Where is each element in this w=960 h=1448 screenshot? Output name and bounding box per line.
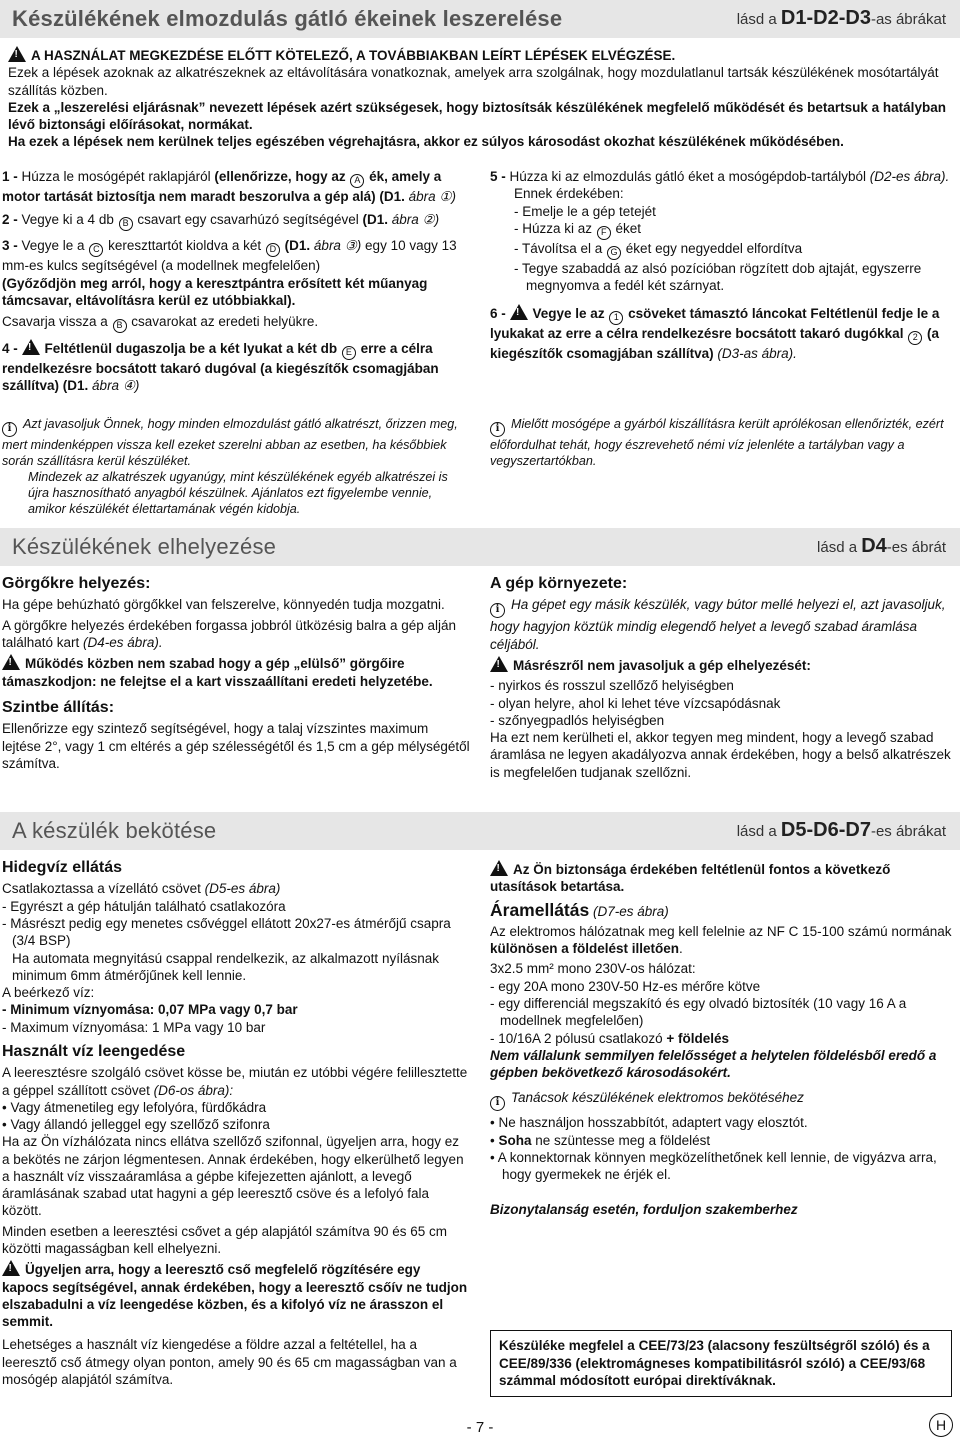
item-1-icon: 1: [609, 311, 623, 325]
part-g-icon: G: [607, 246, 621, 260]
step-3: 3 - Vegye le a C kereszttartót kioldva a két D (D1. ábra ③) egy 10 vagy 13 mm-es kulcs segítségével (a modellnek megfelelően) (Győződjön meg arról, hogy a keresztpántra erősített két műanyag támcsavar, eltávolításra kerül ez utóbbiakkal).: [2, 238, 457, 308]
warning-icon: [490, 860, 508, 876]
part-d-icon: D: [266, 243, 280, 257]
step-1: 1 - Húzza le mosógépét raklapjáról (ellenőrizze, hogy az A ék, amely a motor tartását biztosítja nem maradt beszorulva a gép alá) (D1. ábra ①): [2, 169, 456, 204]
heading-leveling: Szintbe állítás:: [2, 698, 115, 716]
step-3-note: Csavarja vissza a B csavarokat az eredeti helyükre.: [2, 313, 470, 333]
item-2-icon: 2: [908, 331, 922, 345]
warning-rollers: !Működés közben nem szabad hogy a gép „elülső” görgőire támaszkodjon: ne felejtse el a kart visszaállítani eredeti helyzetébe.: [2, 654, 470, 690]
warning-icon: [2, 654, 20, 670]
warning-icon: [2, 1260, 20, 1276]
intro-text-bold: Ha ezek a lépések nem kerülnek teljes egészében végrehajtásra, akkor ez súlyos károsodást okozhat készülékének működésében.: [8, 134, 844, 150]
part-b-icon: B: [113, 319, 127, 333]
info-icon: i: [2, 422, 17, 437]
section-title: Készülékének elmozdulás gátló ékeinek leszerelése: [12, 5, 563, 31]
part-c-icon: C: [89, 243, 103, 257]
step-6: 6 - !Vegye le az 1 csöveket támasztó láncokat Feltétlenül fedje le a lyukakat az erre a célra rendelkezésre bocsátott takaró dugókkal 2 (a kiegészítők csomagjában szállítva) (D3-as ábra).: [490, 304, 952, 362]
warning-icon: [22, 339, 40, 355]
heading-power: Áramellátás (D7-es ábra): [490, 899, 669, 920]
placement-left: Görgőkre helyezés: Ha gépe behúzható görgőkkel van felszerelve, könnyedén tudja mozgatni. A görgőkre helyezés érdekében forgassa jobbról ütközésig balra a gép alján található kart (D4-es ábra). !Működés közben nem szabad hogy a gép „elülső” görgőire támaszkodjon: ne felejtse el a kart visszaállítani eredeti helyzetébe. Szintbe állítás: Ellenőrizze egy szintező segítségével, hogy a talaj vízszintes maximum lejtése 2°, vagy 1 cm eltérés a gép szélességétől és 1,5 cm a gép mélységétől számítva.: [2, 570, 470, 775]
part-f-icon: F: [597, 226, 611, 240]
intro-text-bold: Ezek a „leszerelési eljárásnak” nevezett lépések azért szükségesek, hogy biztosítsák készülékének megfelelő működését és betartsuk a hatályban lévő biztonsági előírásokat, normákat.: [8, 99, 946, 133]
warning-icon: [490, 656, 508, 672]
part-e-icon: E: [342, 346, 356, 360]
warning-icon: [510, 304, 528, 320]
section-figure-ref: lásd a D4-es ábrát: [817, 535, 946, 558]
section-header-transit-bolts: [0, 0, 960, 38]
section-title: A készülék bekötése: [12, 817, 217, 843]
section-header-placement: [0, 528, 960, 566]
warning-icon: [8, 46, 26, 62]
heading-cold-water: Hidegvíz ellátás: [2, 859, 123, 876]
step-5: 5 - Húzza ki az elmozdulás gátló éket a mosógépdob-tartályból (D2-es ábra).: [490, 169, 950, 184]
step-2: 2 - Vegye ki a 4 db B csavart egy csavarhúzó segítségével (D1. ábra ②): [2, 211, 470, 231]
info-icon: i: [490, 1096, 505, 1111]
step-4: 4 - !Feltétlenül dugaszolja be a két lyukat a két db E erre a célra rendelkezésre bocsátott takaró dugóval (a kiegészítők csomagjában szállítva) (D1. ábra ④): [2, 339, 470, 395]
compliance-box: Készüléke megfelel a CEE/73/23 (alacsony feszültségről szóló) és a CEE/89/336 (elektromágneses kompatibilitásról szóló) a CEE/93/68 számmal módosított európai direktíváknak.: [490, 1330, 952, 1397]
section-figure-ref: lásd a D5-D6-D7-es ábrákat: [736, 819, 946, 842]
heading-drain: Használt víz leengedése: [2, 1042, 186, 1060]
connection-left: Hidegvíz ellátás Csatlakoztassa a vízellátó csövet (D5-es ábra) - Egyrészt a gép hátulján található csatlakozóra - Másrészt pedig egy menetes csővéggel ellátott 20x27-es átmérőjű csapra (3/4 BSP) Ha automata megnyitású csappal rendelkezik, az alkalmazott nyílásnak minimum 6mm átmérőjűnek kell lennie. A beérkező víz: - Minimum víznyomása: 0,07 MPa vagy 0,7 bar - Maximum víznyomása: 1 MPa vagy 10 bar Használt víz leengedése A leeresztésre szolgáló csövet kösse be, miután ez utóbbi végére felillesztette a géppel szállított csövet (D6-os ábra): • Vagy átmenetileg egy lefolyóra, fürdőkádra • Vagy állandó jelleggel egy szellőző szifonra Ha az Ön vízhálózata nincs ellátva szellőző szifonnal, ügyeljen arra, hogy ez a bekötés ne zárjon légmentesen. Annak érdekében, hogy elkerülhető legyen a használt víz visszaáramlása a gépbe kifejezetten ajánlott, a levegő áramlásának szabad utat hagyni a gép leeresztő csöve és a lefolyó fala között. Minden esetben a leeresztési csővet a gép alapjától számítva 90 és 65 cm közötti magasságban kell elhelyezni. !Ügyeljen arra, hogy a leeresztő cső megfelelő rögzítésére egy kapocs segítségével, annak érdekében, hogy a leeresztő csőív ne tudjon elszabadulni a víz leengedése közben, és a kifolyó víz ne árasszon el semmit. Lehetséges a használt víz kiengedése a földre azzal a feltétellel, ha a leeresztő cső átmegy olyan ponton, amely 90 és 65 cm magasságban van a mosógép alapjától számítva.: [2, 854, 470, 1391]
heading-rollers: Görgőkre helyezés:: [2, 575, 151, 592]
info-note-left: i Azt javasoljuk Önnek, hogy minden elmozdulást gátló alkatrészt, őrizzen meg, mert mindenképpen vissza kell ezeket szerelni abban az esetben, ha későbbiek során szállításra kerül készüléket. Mindezek az alkatrészek ugyanúgy, mint készülékének egyéb alkatrészei is újra hasznosítható anyagból készülnek. Ajánlatos ezt figyelembe vennie, amikor készülékét élettartamának végén kidobja.: [2, 417, 458, 517]
page-number: - 7 -: [466, 1419, 494, 1436]
part-a-icon: A: [350, 174, 364, 188]
step-5-substeps: Ennek érdekében: - Emelje le a gép tetejét - Húzza ki az F éket - Távolítsa el a G éket egy negyeddel elfordítva - Tegye szabaddá az alsó pozícióban rögzített dob ajtaját, egyszerre megnyomva a fedél két szárnyat.: [514, 186, 922, 294]
info-icon: i: [490, 422, 505, 437]
section-figure-ref: lásd a D1-D2-D3-as ábrákat: [736, 7, 946, 30]
intro-block: [8, 46, 948, 151]
part-b-icon: B: [119, 217, 133, 231]
connection-right: !Az Ön biztonsága érdekében feltétlenül fontos a következő utasítások betartása. Áramellátás (D7-es ábra) Az elektromos hálózatnak meg kell felelnie az NF C 15-100 számú normának különösen a földelést illetően. 3x2.5 mm² mono 230V-os hálózat: - egy 20A mono 230V-50 Hz-es mérőre kötve - egy differenciál megszakító és egy olvadó biztosíték (10 vagy 16 A a modellnek megfelelően) - 10/16A 2 pólusú csatlakozó + földelés Nem vállalunk semmilyen felelősséget a helytelen földelésből eredő a gépben bekövetkező károsodásokért. i Tanácsok készülékének elektromos bekötéséhez • Ne használjon hosszabbítót, adaptert vagy elosztót. • Soha ne szüntesse meg a földelést • A konnektornak könnyen megközelíthetőnek kell lennie, de vigyázva arra, hogy gyermekek ne érjék el. Bizonytalanság esetén, forduljon szakemberhez: [490, 860, 952, 1222]
section-header-connection: [0, 812, 960, 850]
steps-left: [2, 168, 470, 398]
steps-right: [490, 168, 952, 366]
heading-environment: A gép környezete:: [490, 575, 628, 592]
section-title: Készülékének elhelyezése: [12, 533, 277, 559]
info-icon: i: [490, 603, 505, 618]
info-note-right: i Mielőtt mosógépe a gyárból kiszállításra került aprólékosan ellenőrizték, ezért előfordulhat tehát, hogy észrevehető némi víz jelenléte a tartályban vagy a vegyszertartókban.: [490, 417, 944, 469]
intro-text: Ezek a lépések azoknak az alkatrészeknek az eltávolítására vonatkoznak, amelyek arra szolgálnak, hogy mozdulatlanul tartsák készülékének mosótartályát szállítás közben.: [8, 65, 939, 98]
placement-right: A gép környezete: i Ha gépet egy másik készülék, vagy bútor mellé helyezi el, azt javasoljuk, hogy hagyjon köztük mindig elegendő helyet a levegő szabad áramlása céljából. !Másrészről nem javasoljuk a gép elhelyezését: - nyirkos és rosszul szellőző helyiségben - olyan helyre, ahol ki lehet téve vízcsapódásnak - szőnyegpadlós helyiségben Ha ezt nem kerülheti el, akkor tegyen meg mindent, hogy a levegő szabad áramlása ne legyen akadályozva annak érdekében, hogy a belső alkatrészek is megfelelően tudjanak szellőzni.: [490, 570, 952, 784]
language-badge: H: [929, 1413, 953, 1437]
intro-warning: !A HASZNÁLAT MEGKEZDÉSE ELŐTT KÖTELEZŐ, A TOVÁBBIAKBAN LEÍRT LÉPÉSEK ELVÉGZÉSE.: [8, 46, 948, 64]
